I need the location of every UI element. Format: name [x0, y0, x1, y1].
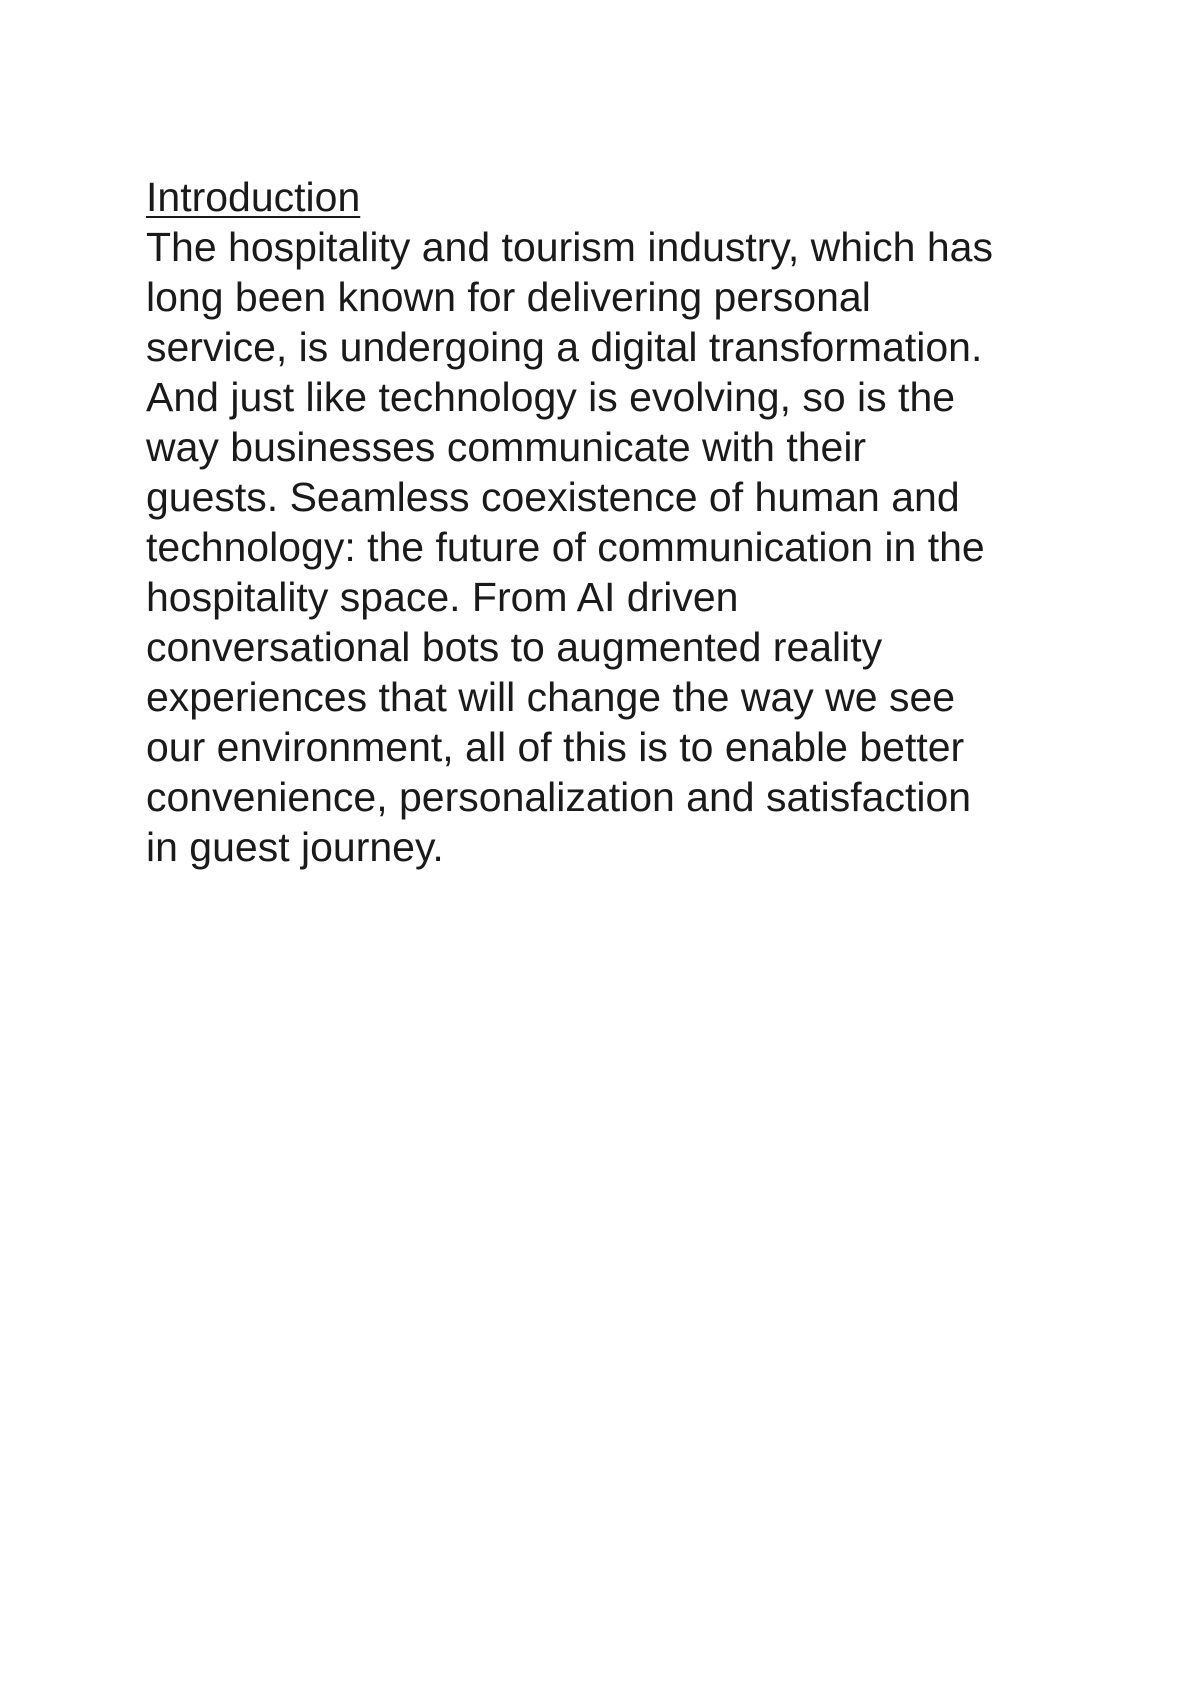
paragraph-line: experiences that will change the way we see	[146, 674, 956, 720]
paragraph-line: convenience, personalization and satisfaction	[146, 774, 972, 820]
paragraph-line: The hospitality and tourism industry, which has	[146, 224, 993, 270]
paragraph-line: in guest journey.	[146, 824, 444, 870]
paragraph-line: And just like technology is evolving, so is the	[146, 374, 956, 420]
document-content	[146, 172, 1076, 872]
paragraph-line: service, is undergoing a digital transformation.	[146, 324, 983, 370]
paragraph-line: our environment, all of this is to enable better	[146, 724, 965, 770]
section-heading: Introduction	[146, 174, 361, 220]
paragraph-line: hospitality space. From AI driven	[146, 574, 739, 620]
paragraph-line: long been known for delivering personal	[146, 274, 871, 320]
paragraph-line: technology: the future of communication in the	[146, 524, 985, 570]
paragraph-line: conversational bots to augmented reality	[146, 624, 883, 670]
paragraph-line: guests. Seamless coexistence of human and	[146, 474, 960, 520]
paragraph-line: way businesses communicate with their	[146, 424, 867, 470]
intro-paragraph	[146, 222, 1076, 872]
